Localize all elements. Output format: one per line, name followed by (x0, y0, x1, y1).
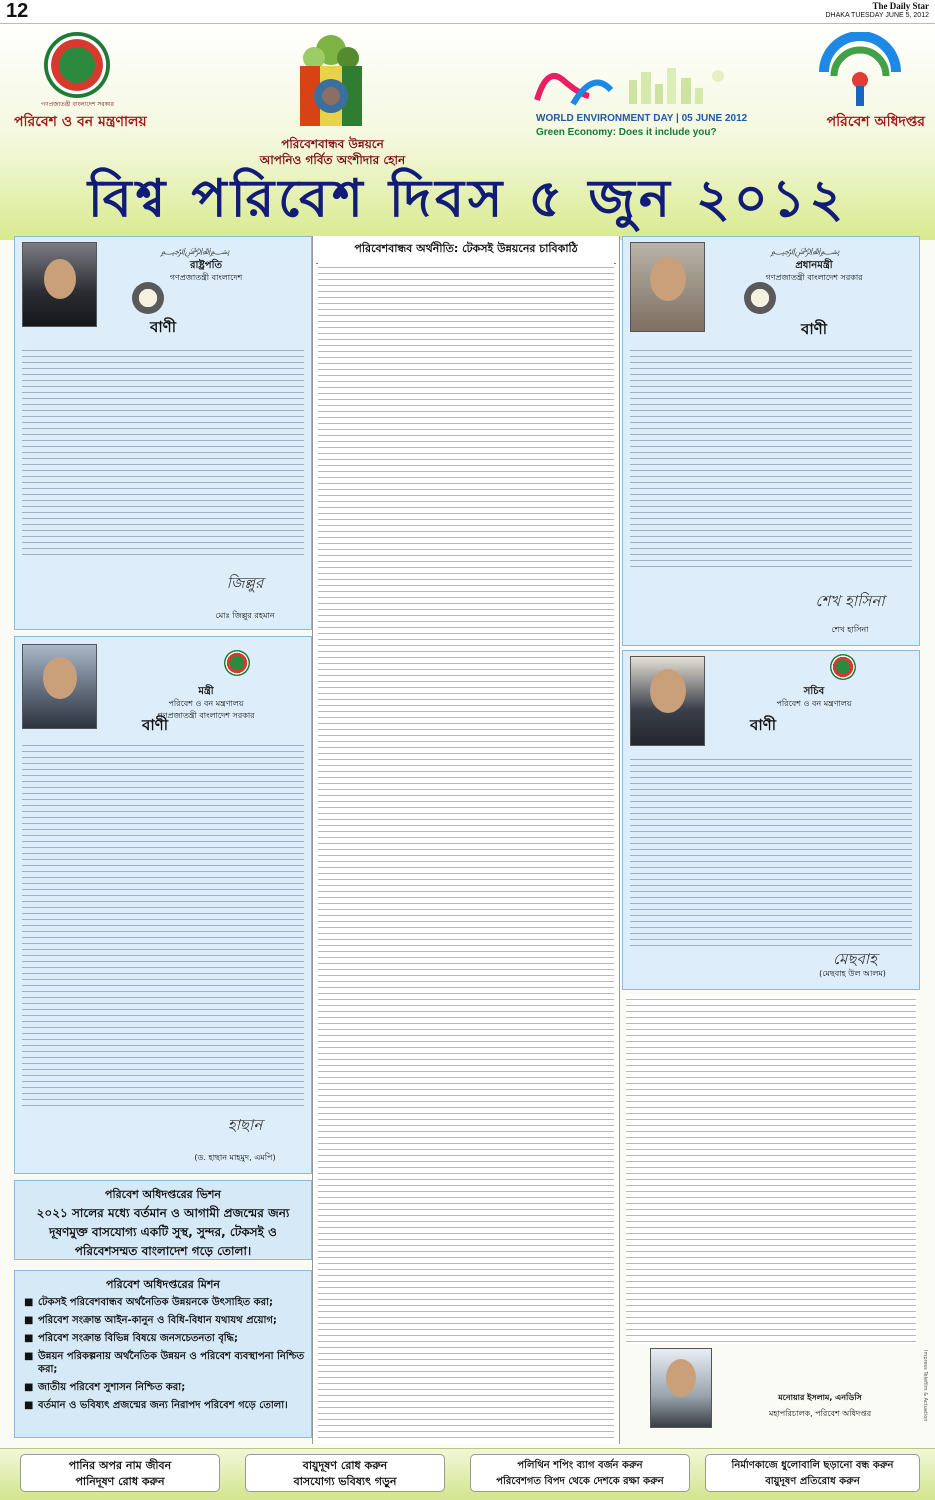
page-number: 12 (6, 0, 29, 22)
prime-minister-role: প্রধানমন্ত্রী (795, 260, 833, 271)
mission-item: ■ টেকসই পরিবেশবান্ধব অর্থনৈতিক উন্নয়নকে উৎসাহিত করা; (22, 1296, 308, 1309)
footer-slogan-water (20, 1454, 220, 1492)
slogan-line-1: পরিবেশবান্ধব উন্নয়নে (281, 137, 384, 151)
designer-credit: Impress Telefilm & Actuation (922, 1350, 928, 1422)
president-org: গণপ্রজাতন্ত্রী বাংলাদেশ (169, 273, 243, 282)
prime-minister-photo (630, 242, 705, 332)
president-name: মোঃ জিল্লুর রহমান (215, 611, 275, 620)
footer-slogan-polythene (470, 1454, 690, 1492)
continued-article-body (626, 994, 916, 1344)
seal-caption: গণপ্রজাতন্ত্রী বাংলাদেশ সরকার (41, 101, 114, 108)
footer-slogan-air (245, 1454, 445, 1492)
footer-slogan-line: পানির অপর নাম জীবন (68, 1459, 172, 1472)
president-message-heading: বাণী (149, 318, 177, 336)
government-seal-icon (44, 32, 110, 98)
minister-message-body (22, 740, 304, 1108)
minister-role: মন্ত্রী (198, 686, 214, 697)
minister-org-2: গণপ্রজাতন্ত্রী বাংলাদেশ সরকার (157, 711, 255, 720)
secretary-message-body (630, 754, 912, 950)
secretary-org: পরিবেশ ও বন মন্ত্রণালয় (776, 699, 852, 708)
president-role: রাষ্ট্রপতি (190, 260, 222, 271)
minister-seal-icon (224, 650, 250, 676)
masthead-title: The Daily Star (872, 1, 929, 11)
prime-minister-org: গণপ্রজাতন্ত্রী বাংলাদেশ সরকার (765, 273, 863, 282)
mission-heading: পরিবেশ অধিদপ্তরের মিশন (106, 1278, 220, 1291)
minister-photo (22, 644, 97, 729)
page-header (0, 0, 935, 24)
footer-slogan-line: পলিথিন শপিং ব্যাগ বর্জন করুন (517, 1460, 643, 1471)
director-title: মহাপরিচালক, পরিবেশ অধিদপ্তর (768, 1409, 872, 1418)
secretary-message-heading: বাণী (749, 716, 777, 734)
footer-slogan-line: নির্মাণকাজে ধুলোবালি ছড়ানো বন্ধ করুন (731, 1460, 894, 1471)
slogan-line-2: আপনিও গর্বিত অংশীদার হোন (259, 153, 406, 167)
bismillah-calligraphy: ﷽ (160, 247, 230, 257)
mission-item: ■ জাতীয় পরিবেশ সুশাসন নিশ্চিত করা; (22, 1381, 308, 1394)
footer-slogan-dust (705, 1454, 920, 1492)
mission-item: ■ উন্নয়ন পরিকল্পনায় অর্থনৈতিক উন্নয়ন ও পরিবেশ ব্যবস্থাপনা নিশ্চিত করা; (22, 1350, 308, 1376)
secretary-seal-icon (830, 654, 856, 680)
tree-logo-icon (292, 32, 370, 132)
director-photo (650, 1348, 712, 1428)
mission-item: ■ পরিবেশ সংক্রান্ত আইন-কানুন ও বিধি-বিধান যথাযথ প্রয়োগ; (22, 1314, 308, 1327)
president-message-body (22, 345, 304, 555)
mission-item: ■ বর্তমান ও ভবিষ্যৎ প্রজন্মের জন্য নিরাপদ পরিবেশ গড়ে তোলা। (22, 1399, 308, 1412)
director-name: মনোয়ার ইসলাম, এনডিসি (778, 1393, 862, 1402)
article-body (318, 262, 614, 1438)
prime-minister-message-heading: বাণী (800, 320, 828, 338)
department-name: পরিবেশ অধিদপ্তর (826, 114, 925, 130)
secretary-name: (মেছবাহ উল আলম) (819, 969, 886, 978)
prime-minister-message-body (630, 345, 912, 567)
president-signature: জিল্লুর (226, 574, 264, 592)
president-photo (22, 242, 97, 327)
prime-minister-name: শেখ হাসিনা (831, 625, 869, 634)
minister-message-heading: বাণী (141, 716, 169, 734)
secretary-signature: মেছবাহ (832, 950, 878, 968)
world-environment-day-logo-icon (533, 60, 733, 112)
footer-slogan-line: পরিবেশগত বিপদ থেকে দেশকে রক্ষা করুন (496, 1476, 664, 1487)
footer-slogan-line: বাসযোগ্য ভবিষ্যৎ গড়ুন (293, 1475, 397, 1488)
vision-text: ২০২১ সালের মধ্যে বর্তমান ও আগামী প্রজন্মের জন্য দূষণমুক্ত বাসযোগ্য একটি সুস্থ, সুন্দর, টেকসই ও পরিবেশসম্মত বাংলাদেশ গড়ে তোলা। (36, 1206, 290, 1258)
dateline: DHAKA TUESDAY JUNE 5, 2012 (825, 12, 929, 19)
department-logo-icon (818, 32, 902, 108)
secretary-role: সচিব (803, 686, 825, 697)
footer-slogan-line: বায়ুদূষণ প্রতিরোধ করুন (765, 1476, 860, 1487)
article-title: পরিবেশবান্ধব অর্থনীতি: টেকসই উন্নয়নের চাবিকাঠি (316, 240, 616, 264)
footer-slogan-line: পানিদূষণ রোধ করুন (75, 1475, 165, 1488)
mission-item: ■ পরিবেশ সংক্রান্ত বিভিন্ন বিষয়ে জনসচেতনতা বৃদ্ধি; (22, 1332, 308, 1345)
wed-date-line: WORLD ENVIRONMENT DAY | 05 JUNE 2012 (536, 113, 748, 124)
president-seal-icon (132, 282, 164, 314)
page-title: বিশ্ব পরিবেশ দিবস ৫ জুন ২০১২ (87, 168, 848, 229)
minister-signature: হাছান (227, 1116, 263, 1134)
prime-minister-signature: শেখ হাসিনা (815, 592, 885, 610)
masthead (826, 1, 930, 19)
minister-name: (ড. হাছান মাহমুদ, এমপি) (194, 1153, 276, 1162)
wed-theme-line: Green Economy: Does it include you? (536, 127, 717, 138)
pm-calligraphy: ﷽ (770, 247, 840, 257)
ministry-name: পরিবেশ ও বন মন্ত্রণালয় (14, 114, 147, 130)
prime-minister-seal-icon (744, 282, 776, 314)
footer-slogan-line: বায়ুদূষণ রোধ করুন (302, 1459, 388, 1472)
mission-list (22, 1296, 308, 1417)
vision-heading: পরিবেশ অধিদপ্তরের ভিশন (105, 1188, 221, 1201)
secretary-photo (630, 656, 705, 746)
minister-org-1: পরিবেশ ও বন মন্ত্রণালয় (168, 699, 244, 708)
